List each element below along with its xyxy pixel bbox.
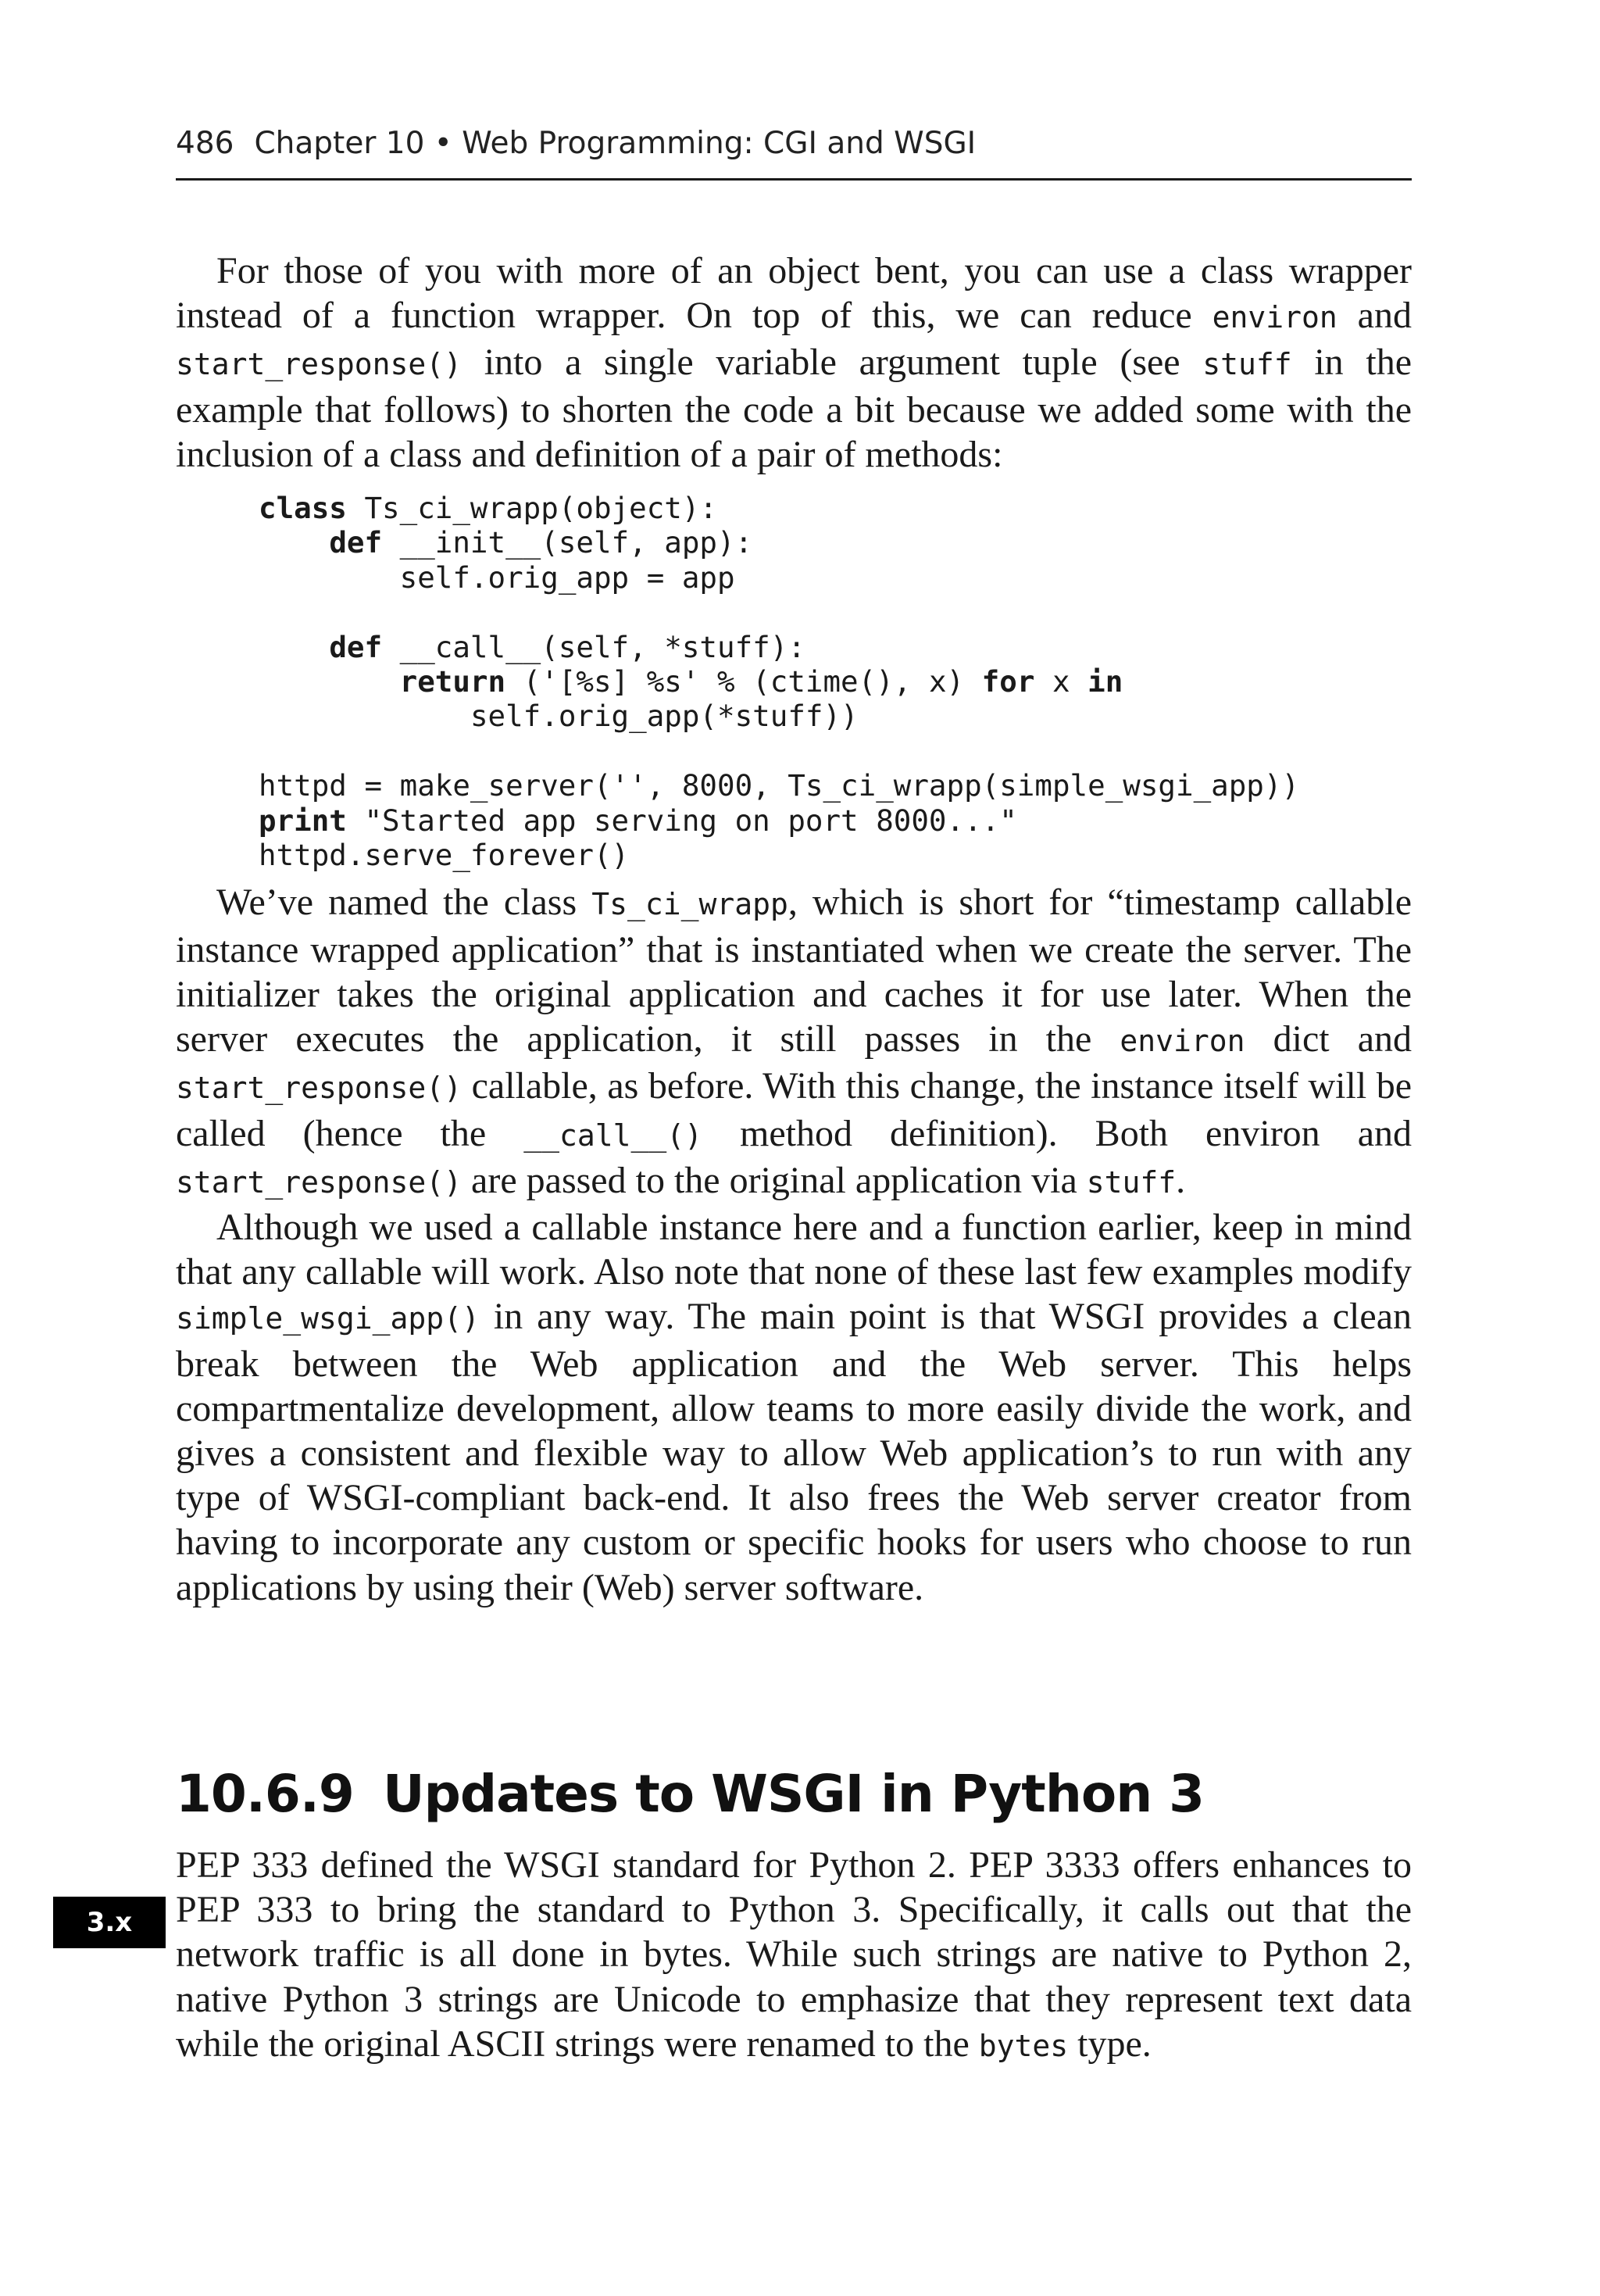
paragraph-ts-ci-wrapp [176, 880, 1412, 1204]
inline-code: bytes [978, 2028, 1069, 2063]
inline-code: environ [1212, 300, 1338, 335]
text-run: type. [1068, 2022, 1152, 2065]
inline-code: start_response() [176, 1164, 462, 1200]
main-text [176, 249, 1412, 1610]
text-run: method definition). Both environ and [702, 1112, 1412, 1154]
page-number: 486 [176, 126, 234, 161]
code-text: x [1034, 664, 1088, 699]
text-run: into a single variable argument tuple (see [462, 342, 1203, 384]
code-listing [259, 491, 1412, 872]
running-header [176, 125, 1410, 163]
inline-code: start_response() [176, 1071, 462, 1106]
text-run: For those of you with more of an object bent, you can use a class wrapper instead of a function wrapper. On top of this, we can reduce [176, 250, 1412, 337]
code-text: __call__(self, *stuff): [382, 629, 805, 664]
keyword: return [399, 664, 506, 699]
text-run: , which is short for “timestamp callable instance wrapped application” that is instantiated when we create the server. The initializer takes the original application and caches it for use later. When the server executes the application, it still passes in the [176, 882, 1412, 1060]
text-run: in the example that follows) to shorten the code a bit because we added some with the inclusion of a class and definition of a pair of methods: [176, 342, 1412, 475]
keyword: print [259, 803, 347, 838]
keyword: in [1088, 664, 1123, 699]
text-run: We’ve named the class [216, 882, 592, 924]
python3-margin-badge: 3.x [53, 1897, 166, 1948]
code-text: Ts_ci_wrapp(object): [346, 491, 718, 526]
running-title: Chapter 10 • Web Programming: CGI and WSGI [254, 126, 977, 161]
section-heading [176, 1763, 1204, 1826]
inline-code: stuff [1086, 1164, 1177, 1200]
keyword: for [981, 664, 1035, 699]
text-run: in any way. The main point is that WSGI provides a clean break between the Web application and the Web server. This helps compartmentalize development, allow teams to more easily divide the work, and gives a consistent and flexible way to allow Web application’s to run with any type of WSGI-compliant back-end. It also frees the Web server creator from having to incorporate any custom or specific hooks for users who choose to run applications by using their (Web) server software. [176, 1296, 1412, 1608]
inline-code: start_response() [176, 347, 462, 382]
keyword: def [329, 525, 383, 560]
keyword: class [259, 491, 347, 526]
inline-code: environ [1120, 1024, 1245, 1059]
text-run: Although we used a callable instance here and a function earlier, keep in mind that any callable will work. Also note that none of these last few examples modify [176, 1206, 1412, 1293]
inline-code: Ts_ci_wrapp [591, 887, 788, 922]
inline-code: stuff [1202, 347, 1292, 382]
code-text: "Started app serving on port 8000..." [346, 803, 1017, 838]
header-rule [176, 178, 1412, 181]
inline-code: __call__() [523, 1118, 702, 1153]
section-number: 10.6.9 [176, 1764, 354, 1824]
text-run: are passed to the original application via [462, 1159, 1087, 1201]
code-text: httpd.serve_forever() [259, 838, 630, 873]
paragraph-pep3333 [176, 1843, 1412, 2069]
text-run: and [1337, 295, 1412, 337]
text-run: PEP 333 defined the WSGI standard for Python 2. PEP 3333 offers enhances to PEP 333 to bring the standard to Python 3. Specifically, it calls out that the network traffic is all done in bytes. While such strings are native to Python 2, native Python 3 strings are Unicode to emphasize that they represent text data while the original ASCII strings were renamed to the [176, 1844, 1412, 2065]
paragraph-callable [176, 1205, 1412, 1610]
code-text: self.orig_app(*stuff)) [470, 699, 859, 734]
text-run: . [1176, 1159, 1186, 1201]
code-text: self.orig_app = app [399, 560, 735, 595]
code-text: httpd = make_server('', 8000, Ts_ci_wrapp(simple_wsgi_app)) [259, 768, 1300, 803]
text-run: callable, as before. With this change, the instance itself will be called (hence the [176, 1065, 1412, 1154]
paragraph-class-wrapper [176, 249, 1412, 477]
inline-code: simple_wsgi_app() [176, 1301, 480, 1336]
section-title: Updates to WSGI in Python 3 [383, 1764, 1205, 1824]
text-run: dict and [1245, 1018, 1412, 1060]
section-text [176, 1843, 1412, 2069]
code-text: ('[%s] %s' % (ctime(), x) [505, 664, 982, 699]
keyword: def [329, 629, 383, 664]
code-text: __init__(self, app): [382, 525, 753, 560]
